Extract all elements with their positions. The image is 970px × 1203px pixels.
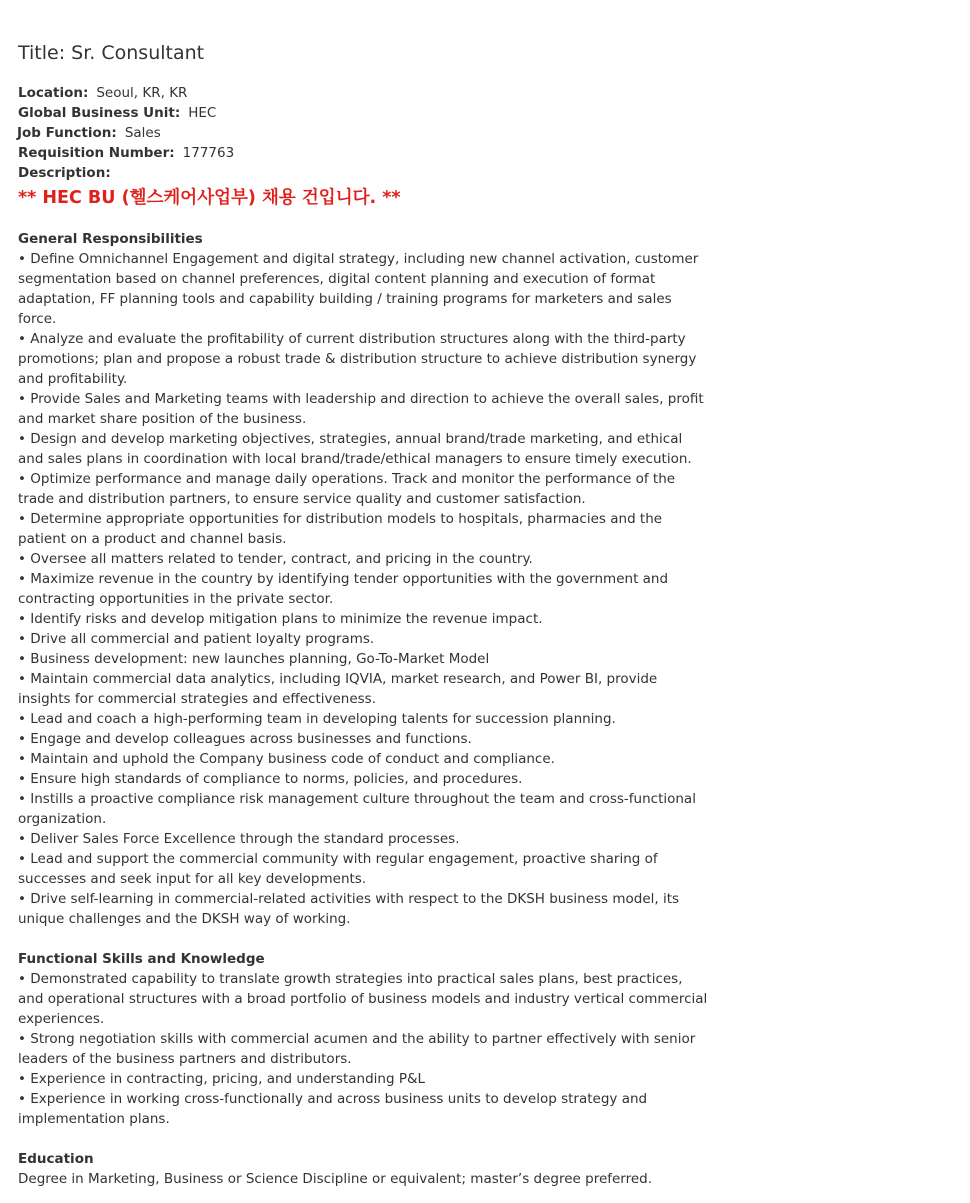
location-row bbox=[18, 83, 718, 103]
list-item: • Drive self-learning in commercial-related activities with respect to the DKSH business model, its unique challenges and the DKSH way of working. bbox=[18, 891, 680, 927]
list-item: • Experience in working cross-functionally and across business units to develop strategy and implementation plans. bbox=[18, 1091, 648, 1127]
job-function-value: Sales bbox=[124, 125, 161, 141]
list-item: • Demonstrated capability to translate growth strategies into practical sales plans, best practices, and operational structures with a broad portfolio of business models and industry vertical commercial experiences. bbox=[18, 971, 708, 1027]
job-function-label: Job Function: bbox=[17, 125, 117, 141]
title-label: Title: bbox=[18, 42, 66, 64]
list-item: • Analyze and evaluate the profitability of current distribution structures along with the third-party promotions; plan and propose a robust trade & distribution structure to achieve distribution synergy and profitability. bbox=[18, 331, 697, 387]
list-item: • Engage and develop colleagues across businesses and functions. bbox=[18, 731, 472, 747]
job-description-body bbox=[18, 229, 710, 1189]
job-title-value: Sr. Consultant bbox=[71, 42, 205, 64]
hiring-banner: ** HEC BU (헬스케어사업부) 채용 건입니다. ** bbox=[18, 188, 401, 208]
job-title-row bbox=[18, 40, 204, 66]
general-responsibilities-list bbox=[18, 249, 710, 929]
list-item: • Oversee all matters related to tender, contract, and pricing in the country. bbox=[18, 551, 533, 567]
functional-skills-heading: Functional Skills and Knowledge bbox=[18, 951, 265, 967]
business-unit-label: Global Business Unit: bbox=[18, 105, 181, 121]
job-meta bbox=[18, 83, 718, 183]
list-item: • Determine appropriate opportunities for distribution models to hospitals, pharmacies and the patient on a product and channel basis. bbox=[18, 511, 663, 547]
list-item: • Strong negotiation skills with commercial acumen and the ability to partner effectively with senior leaders of the business partners and distributors. bbox=[18, 1031, 696, 1067]
section-spacer bbox=[18, 1129, 710, 1149]
list-item: • Design and develop marketing objectives, strategies, annual brand/trade marketing, and ethical and sales plans in coordination with local brand/trade/ethical managers to ensure timely execution. bbox=[18, 431, 692, 467]
functional-skills-list bbox=[18, 969, 710, 1129]
requisition-row bbox=[18, 143, 718, 163]
requisition-value: 177763 bbox=[182, 145, 235, 161]
list-item: • Provide Sales and Marketing teams with leadership and direction to achieve the overall sales, profit and market share position of the business. bbox=[18, 391, 704, 427]
location-value: Seoul, KR, KR bbox=[96, 85, 188, 101]
business-unit-value: HEC bbox=[188, 105, 217, 121]
list-item: • Ensure high standards of compliance to norms, policies, and procedures. bbox=[18, 771, 523, 787]
list-item: • Maximize revenue in the country by identifying tender opportunities with the government and contracting opportunities in the private sector. bbox=[18, 571, 669, 607]
list-item: • Maintain commercial data analytics, including IQVIA, market research, and Power BI, provide insights for commercial strategies and effectiveness. bbox=[18, 671, 658, 707]
location-label: Location: bbox=[18, 85, 89, 101]
description-row bbox=[18, 163, 718, 183]
education-list bbox=[18, 1169, 710, 1189]
business-unit-row bbox=[18, 103, 718, 123]
list-item: • Optimize performance and manage daily operations. Track and monitor the performance of the trade and distribution partners, to ensure service quality and customer satisfaction. bbox=[18, 471, 676, 507]
list-item: • Lead and coach a high-performing team in developing talents for succession planning. bbox=[18, 711, 616, 727]
list-item: • Define Omnichannel Engagement and digital strategy, including new channel activation, customer segmentation based on channel preferences, digital content planning and execution of format adaptation, FF planning tools and capability building / training programs for marketers and sales force. bbox=[18, 251, 699, 327]
section-spacer bbox=[18, 929, 710, 949]
list-item: • Maintain and uphold the Company business code of conduct and compliance. bbox=[18, 751, 555, 767]
list-item: • Deliver Sales Force Excellence through the standard processes. bbox=[18, 831, 460, 847]
job-function-row bbox=[17, 123, 718, 143]
list-item: • Drive all commercial and patient loyalty programs. bbox=[18, 631, 375, 647]
education-heading: Education bbox=[18, 1151, 94, 1167]
description-label: Description: bbox=[18, 165, 111, 181]
general-responsibilities-heading: General Responsibilities bbox=[18, 231, 203, 247]
list-item: Degree in Marketing, Business or Science Discipline or equivalent; master’s degree preferred. bbox=[18, 1171, 653, 1187]
list-item: • Lead and support the commercial community with regular engagement, proactive sharing of successes and seek input for all key developments. bbox=[18, 851, 658, 887]
list-item: • Business development: new launches planning, Go-To-Market Model bbox=[18, 651, 490, 667]
requisition-label: Requisition Number: bbox=[18, 145, 175, 161]
list-item: • Instills a proactive compliance risk management culture throughout the team and cross-functional organization. bbox=[18, 791, 696, 827]
list-item: • Experience in contracting, pricing, and understanding P&L bbox=[18, 1071, 426, 1087]
list-item: • Identify risks and develop mitigation plans to minimize the revenue impact. bbox=[18, 611, 543, 627]
